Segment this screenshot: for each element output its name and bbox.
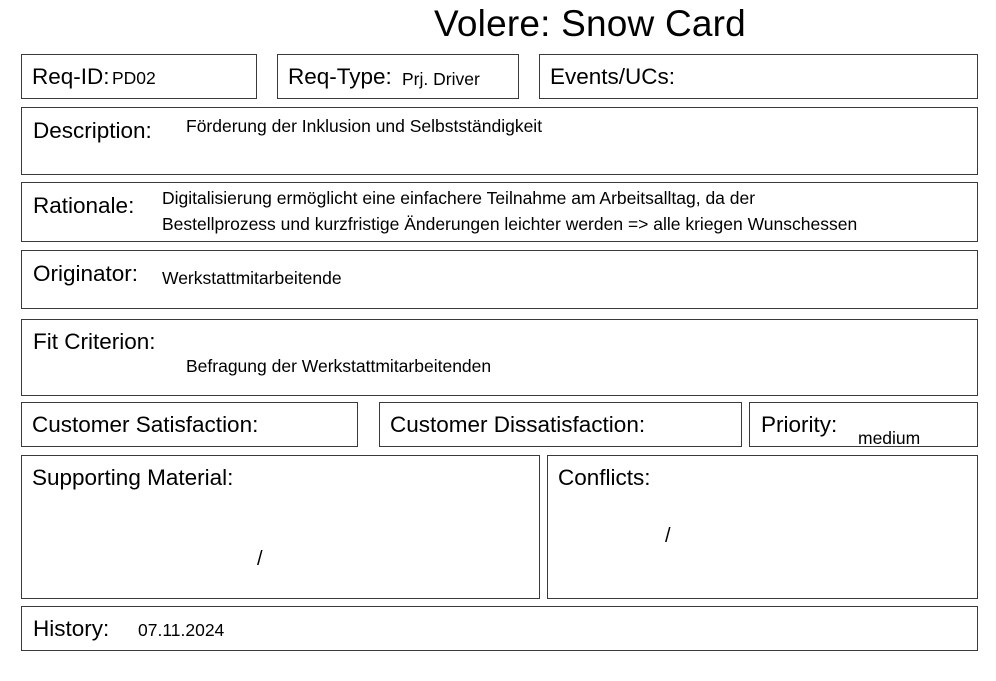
customer-satisfaction-label: Customer Satisfaction: (32, 412, 259, 437)
history-value: 07.11.2024 (138, 620, 225, 640)
events-ucs-label: Events/UCs: (550, 64, 676, 89)
supporting-material-field[interactable] (21, 455, 540, 599)
priority-value: medium (858, 428, 921, 448)
req-id-field[interactable] (21, 54, 257, 99)
supporting-material-label: Supporting Material: (32, 465, 234, 490)
priority-field[interactable] (749, 402, 978, 447)
supporting-material-value: / (257, 548, 263, 570)
fit-criterion-value: Befragung der Werkstattmitarbeitenden (186, 356, 492, 376)
description-value: Förderung der Inklusion und Selbstständigkeit (186, 116, 543, 136)
fit-criterion-label: Fit Criterion: (33, 329, 156, 354)
req-id-label: Req-ID: (32, 64, 110, 89)
originator-value: Werkstattmitarbeitende (162, 268, 342, 288)
events-ucs-field[interactable] (539, 54, 978, 99)
originator-field[interactable] (21, 250, 978, 309)
fit-criterion-field[interactable] (21, 319, 978, 396)
history-label: History: (33, 616, 110, 641)
customer-satisfaction-field[interactable] (21, 402, 358, 447)
card-title: Volere: Snow Card (434, 3, 746, 44)
rationale-label: Rationale: (33, 193, 135, 218)
req-id-value: PD02 (112, 68, 156, 88)
conflicts-label: Conflicts: (558, 465, 651, 490)
conflicts-field[interactable] (547, 455, 978, 599)
req-type-value: Prj. Driver (402, 69, 480, 89)
customer-dissatisfaction-label: Customer Dissatisfaction: (390, 412, 646, 437)
rationale-field[interactable] (21, 182, 978, 242)
req-type-field[interactable] (277, 54, 519, 99)
priority-label: Priority: (761, 412, 838, 437)
originator-label: Originator: (33, 261, 139, 286)
rationale-line-2: Bestellprozess und kurzfristige Änderungen leichter werden => alle kriegen Wunschessen (162, 214, 858, 234)
description-label: Description: (33, 118, 152, 143)
conflicts-value: / (665, 525, 671, 547)
customer-dissatisfaction-field[interactable] (379, 402, 742, 447)
req-type-label: Req-Type: (288, 64, 392, 89)
rationale-line-1: Digitalisierung ermöglicht eine einfachere Teilnahme am Arbeitsalltag, da der (162, 188, 756, 208)
history-field[interactable] (21, 606, 978, 651)
description-field[interactable] (21, 107, 978, 175)
